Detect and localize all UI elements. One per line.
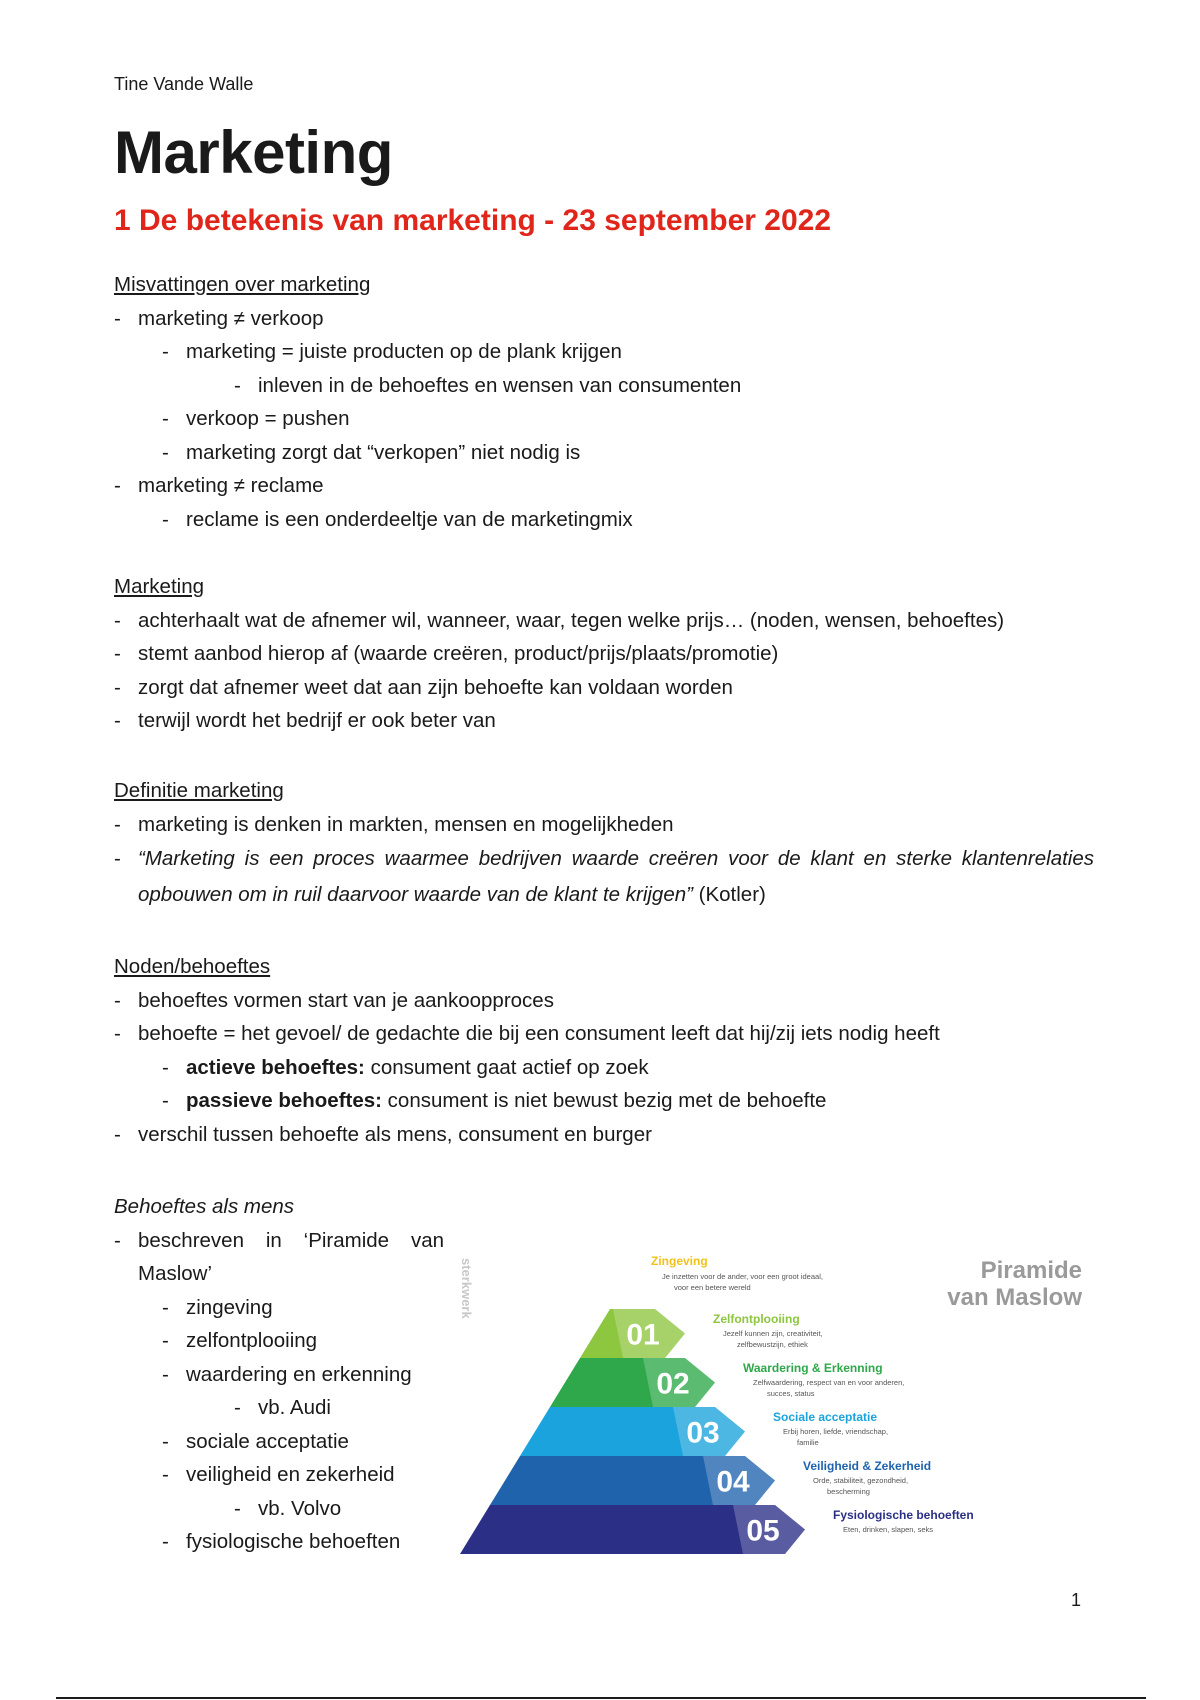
pyramid-top-desc2: voor een betere wereld bbox=[674, 1283, 751, 1292]
list-item: - veiligheid en zekerheid bbox=[162, 1463, 395, 1486]
list-item: - actieve behoeftes: consument gaat actief op zoek bbox=[162, 1055, 649, 1079]
pyramid-title-line1: Piramide bbox=[980, 1257, 1082, 1284]
section-noden bbox=[114, 950, 1094, 1151]
list-item: - achterhaalt wat de afnemer wil, wanneer, waar, tegen welke prijs… (noden, wensen, behoeftes) bbox=[114, 608, 1005, 632]
pyramid-level-number: 05 bbox=[746, 1514, 780, 1548]
list-item: - vb. Audi bbox=[234, 1396, 331, 1419]
list-item: - passieve behoeftes: consument is niet bewust bezig met de behoefte bbox=[162, 1089, 827, 1112]
pyramid-level-number: 01 bbox=[626, 1318, 660, 1352]
list-item: - verkoop = pushen bbox=[162, 407, 350, 430]
maslow-pyramid-figure bbox=[450, 1250, 1090, 1560]
list-item: - vb. Volvo bbox=[234, 1496, 342, 1520]
pyramid-level-number: 02 bbox=[656, 1367, 690, 1401]
section-marketing bbox=[114, 570, 1094, 738]
list-item: - behoefte = het gevoel/ de gedachte die bij een consument leeft dat hij/zij iets nodig heeft bbox=[114, 1022, 940, 1045]
pyramid-level-desc: Orde, stabiliteit, gezondheid, bbox=[813, 1476, 909, 1485]
definition-quote: - “Marketing is een proces waarmee bedrijven waarde creëren voor de klant en sterke klantenrelaties opbouwen om in ruil daarvoor waarde van de klant te krijgen” (Kotler) bbox=[114, 847, 1094, 906]
section-definitie bbox=[114, 774, 1094, 913]
footer-divider bbox=[56, 1697, 1146, 1699]
pyramid-level-desc: Zelfwaardering, respect van en voor anderen, bbox=[753, 1378, 905, 1387]
pyramid-layers bbox=[460, 1309, 974, 1554]
pyramid-level-number: 04 bbox=[716, 1465, 750, 1499]
pyramid-level-desc: Erbij horen, liefde, vriendschap, bbox=[783, 1427, 889, 1436]
list-item: - marketing is denken in markten, mensen en mogelijkheden bbox=[114, 812, 674, 836]
pyramid-level-title: Sociale acceptatie bbox=[773, 1410, 878, 1424]
pyramid-level-desc: zelfbewustzijn, ethiek bbox=[737, 1340, 808, 1349]
page-number: 1 bbox=[1071, 1590, 1082, 1610]
list-item: - reclame is een onderdeeltje van de marketingmix bbox=[162, 507, 633, 531]
list-item: - stemt aanbod hierop af (waarde creëren, product/prijs/plaats/promotie) bbox=[114, 642, 779, 665]
pyramid-level-desc: succes, status bbox=[767, 1389, 815, 1398]
list-item: - waardering en erkenning bbox=[162, 1362, 412, 1386]
chapter-heading: 1 De betekenis van marketing - 23 september 2022 bbox=[114, 204, 832, 237]
pyramid-side-text: sterkwerk bbox=[459, 1258, 474, 1319]
list-item: - marketing = juiste producten op de plank krijgen bbox=[162, 340, 622, 363]
pyramid-level-desc: Eten, drinken, slapen, seks bbox=[843, 1525, 934, 1534]
list-item: - fysiologische behoeften bbox=[162, 1530, 401, 1553]
section-misvattingen bbox=[114, 268, 1094, 536]
section-heading: Marketing bbox=[114, 575, 205, 598]
list-item: - zelfontplooiing bbox=[162, 1329, 318, 1352]
list-item: - sociale acceptatie bbox=[162, 1429, 349, 1453]
pyramid-level-desc: familie bbox=[797, 1438, 819, 1447]
pyramid-level-number: 03 bbox=[686, 1416, 720, 1450]
list-item: - marketing ≠ reclame bbox=[114, 474, 324, 497]
pyramid-level-desc: Jezelf kunnen zijn, creativiteit, bbox=[723, 1329, 823, 1338]
list-item: - marketing zorgt dat “verkopen” niet nodig is bbox=[162, 440, 581, 464]
list-item: - marketing ≠ verkoop bbox=[114, 306, 324, 330]
pyramid-level-desc: bescherming bbox=[827, 1487, 870, 1496]
pyramid-title-line2: van Maslow bbox=[947, 1284, 1082, 1311]
list-item: - behoeftes vormen start van je aankoopproces bbox=[114, 988, 554, 1012]
author-name: Tine Vande Walle bbox=[114, 74, 254, 94]
pyramid-top-desc1: Je inzetten voor de ander, voor een groot ideaal, bbox=[662, 1272, 823, 1281]
pyramid-level-title: Veiligheid & Zekerheid bbox=[803, 1459, 932, 1473]
section-mens bbox=[114, 1190, 444, 1559]
section-heading: Noden/behoeftes bbox=[114, 955, 271, 978]
list-item: - zingeving bbox=[162, 1295, 273, 1319]
list-item: - zorgt dat afnemer weet dat aan zijn behoefte kan voldaan worden bbox=[114, 675, 733, 699]
list-item: - terwijl wordt het bedrijf er ook beter van bbox=[114, 709, 496, 732]
document-title: Marketing bbox=[114, 119, 393, 186]
list-item: - verschil tussen behoefte als mens, consument en burger bbox=[114, 1122, 652, 1146]
pyramid-top-title: Zingeving bbox=[651, 1254, 708, 1268]
section-heading: Behoeftes als mens bbox=[114, 1195, 295, 1218]
list-item: - inleven in de behoeftes en wensen van consumenten bbox=[234, 373, 742, 397]
list-item: - beschreven in ‘Piramide van Maslow’ bbox=[114, 1228, 444, 1285]
pyramid-level-title: Waardering & Erkenning bbox=[743, 1361, 883, 1375]
pyramid-level-title: Zelfontplooiing bbox=[713, 1312, 800, 1326]
section-heading: Definitie marketing bbox=[114, 779, 284, 802]
pyramid-level-title: Fysiologische behoeften bbox=[833, 1508, 974, 1522]
section-heading: Misvattingen over marketing bbox=[114, 273, 371, 296]
